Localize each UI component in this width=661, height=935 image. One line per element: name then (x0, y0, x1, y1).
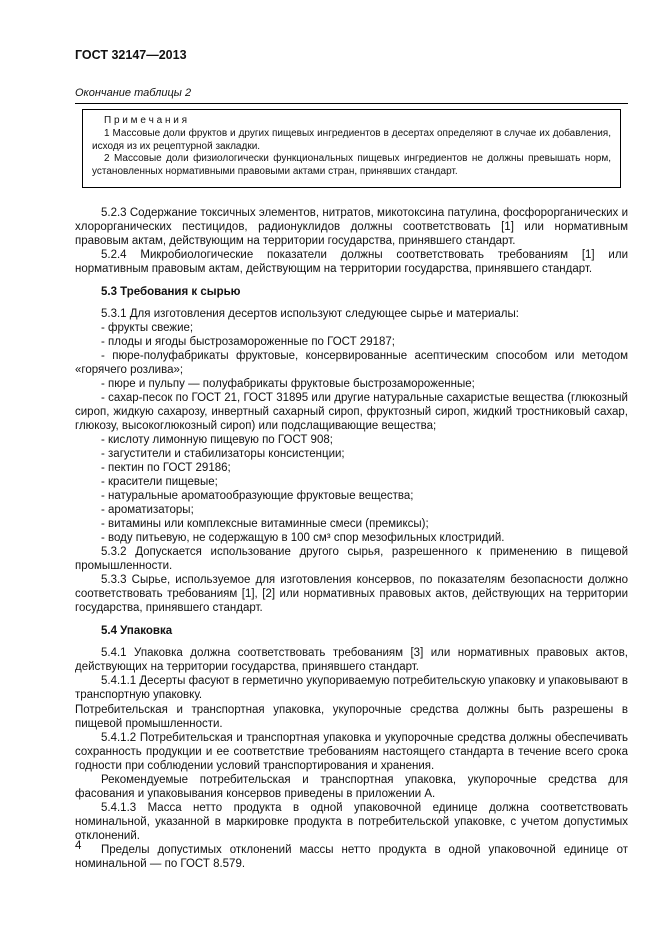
list-item: - пюре-полуфабрикаты фруктовые, консервированные асептическим способом или методом «горячего розлива»; (75, 350, 628, 377)
notes-title: П р и м е ч а н и я (104, 115, 188, 126)
paragraph-5-3-3: 5.3.3 Сырье, используемое для изготовления консервов, по показателям безопасности должно соответствовать требованиям [1], [2] или нормативных правовых актов, действующих на территории государства, принявшего стандарт. (75, 574, 628, 615)
paragraph-5-4-1-1-cont: Потребительская и транспортная упаковка, укупорочные средства должны быть разрешены в пищевой промышленности. (75, 703, 628, 730)
document-body (75, 206, 628, 871)
table-continuation-caption: Окончание таблицы 2 (75, 87, 192, 99)
list-item: - загустители и стабилизаторы консистенции; (101, 448, 345, 461)
paragraph-5-4-1-2: 5.4.1.2 Потребительская и транспортная упаковка и укупорочные средства должны обеспечивать сохранность продукции и ее соответствие требованиям настоящего стандарта в течение всего срока годности при соблюдении условий транспортирования и хранения. (75, 731, 628, 772)
list-item: - плоды и ягоды быстрозамороженные по ГОСТ 29187; (101, 336, 395, 349)
list-item: - натуральные ароматообразующие фруктовые вещества; (101, 490, 414, 503)
list-item: - сахар-песок по ГОСТ 21, ГОСТ 31895 или другие натуральные сахаристые вещества (глюкозный сироп, жидкую сахарозу, инвертный сахарный сироп, фруктозный сироп, жидкий тростниковый сахар, глюкозу, высокоглюкозный сироп) или подслащивающие вещества; (75, 392, 628, 433)
note-item-1: 1 Массовые доли фруктов и других пищевых ингредиентов в десертах определяют в случае их добавления, исходя из их рецептурной закладки. (92, 127, 611, 152)
paragraph-5-2-4: 5.2.4 Микробиологические показатели должны соответствовать требованиям [1] или нормативным правовым актам, действующим на территории государства, принявшего стандарт. (75, 249, 628, 276)
list-item: - витамины или комплексные витаминные смеси (премиксы); (101, 518, 429, 531)
paragraph-5-2-3: 5.2.3 Содержание токсичных элементов, нитратов, микотоксина патулина, фосфорорганических и хлорорганических пестицидов, радионуклидов должны соответствовать [1] или нормативным правовым актам, действующим на территории государства, принявшего стандарт. (75, 206, 628, 248)
list-item: - кислоту лимонную пищевую по ГОСТ 908; (101, 434, 333, 447)
paragraph-5-4-1-3: 5.4.1.3 Масса нетто продукта в одной упаковочной единице должна соответствовать номинальной, указанной в маркировке продукта в потребительской упаковке, с учетом допустимых отклонений. (75, 801, 628, 842)
paragraph-5-4-1: 5.4.1 Упаковка должна соответствовать требованиям [3] или нормативных правовых актов, действующих на территории государства, принявшего стандарт. (75, 647, 628, 674)
table-top-rule (75, 103, 628, 104)
paragraph-5-3-1: 5.3.1 Для изготовления десертов используют следующее сырье и материалы: (101, 308, 519, 321)
list-item: - воду питьевую, не содержащую в 100 см³ спор мезофильных клостридий. (101, 532, 505, 545)
table-notes-box (82, 109, 621, 188)
heading-5-3: 5.3 Требования к сырью (101, 286, 241, 299)
paragraph-5-4-1-1: 5.4.1.1 Десерты фасуют в герметично укупориваемую потребительскую упаковку и упаковывают в транспортную упаковку. (75, 675, 628, 702)
paragraph-5-4-1-2-cont: Рекомендуемые потребительская и транспортная упаковка, укупорочные средства для фасования и упаковывания консервов приведены в приложении А. (75, 773, 628, 800)
list-item: - красители пищевые; (101, 476, 218, 489)
list-item: - пюре и пульпу — полуфабрикаты фруктовые быстрозамороженные; (101, 378, 475, 391)
note-item-2: 2 Массовые доли физиологически функциональных пищевых ингредиентов не должны превышать норм, установленных нормативными правовыми актами стран, принявших стандарт. (92, 153, 611, 178)
doc-number: ГОСТ 32147—2013 (75, 48, 187, 62)
list-item: - фрукты свежие; (101, 322, 194, 335)
list-item: - пектин по ГОСТ 29186; (101, 462, 231, 475)
list-item: - ароматизаторы; (101, 504, 194, 517)
paragraph-5-3-2: 5.3.2 Допускается использование другого сырья, разрешенного к применению в пищевой промышленности. (75, 546, 628, 573)
page-number: 4 (75, 840, 82, 852)
paragraph-5-4-1-3-cont: Пределы допустимых отклонений массы нетто продукта в одной упаковочной единице от номинальной — по ГОСТ 8.579. (75, 843, 628, 870)
heading-5-4: 5.4 Упаковка (101, 625, 173, 638)
